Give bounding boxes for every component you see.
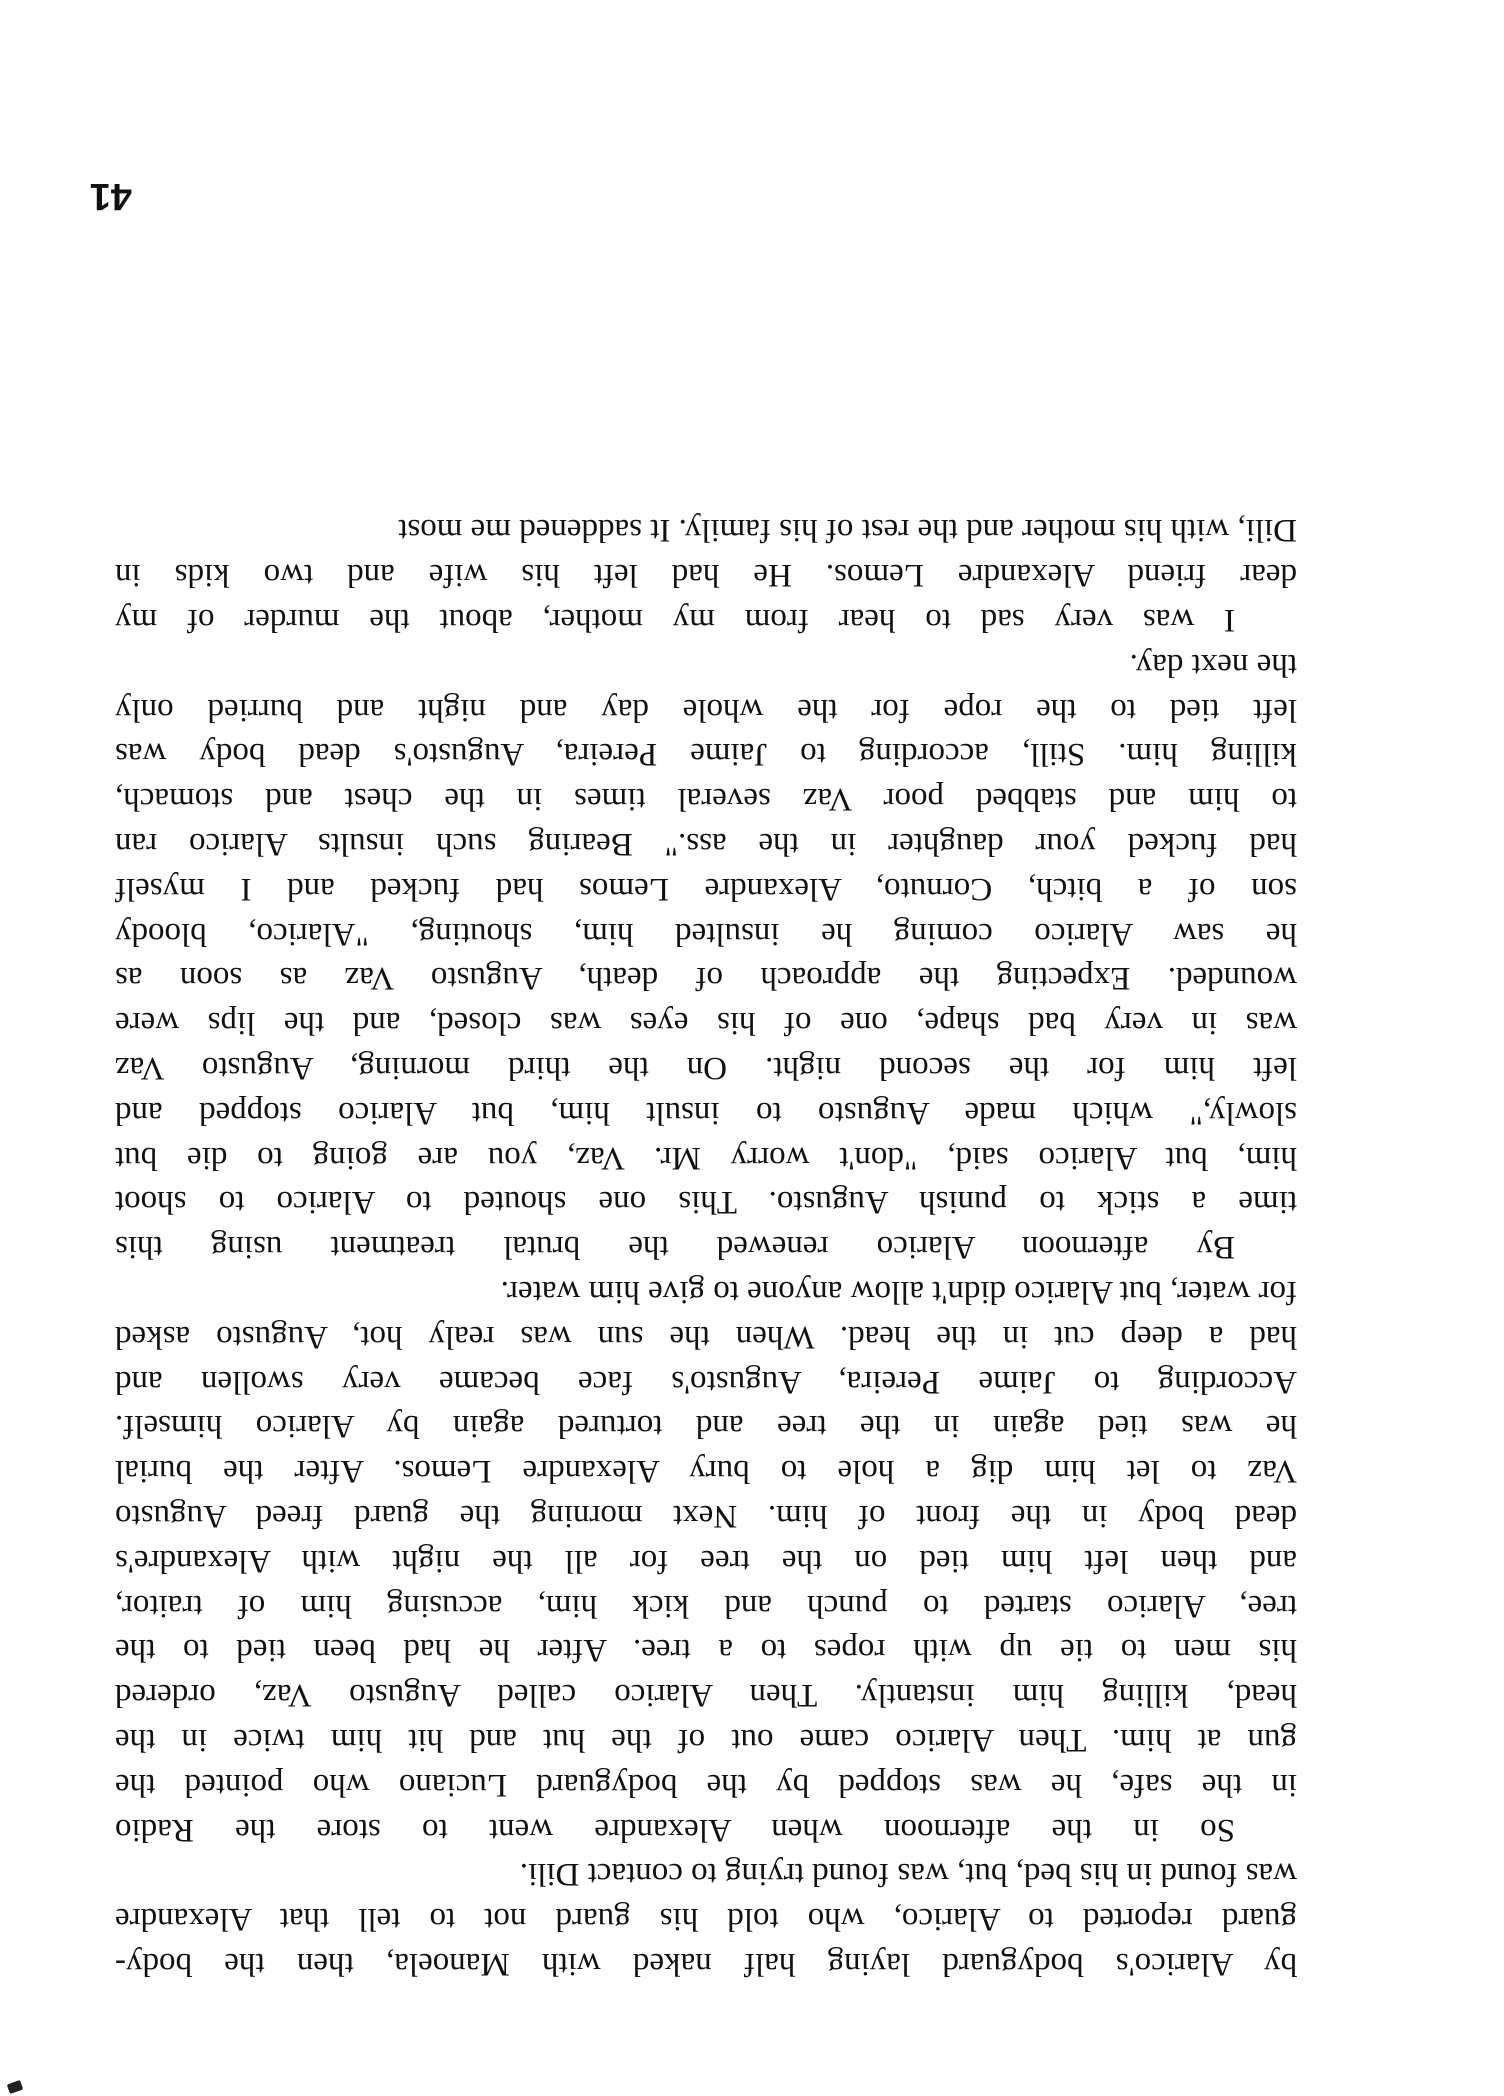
text-line: killing him. Still, according to Jaime Pereira, Augusto's dead body was [115,736,1297,773]
text-line: for water, but Alarico didn't allow anyone to give him water. [500,1274,1297,1311]
text-line: had fucked your daughter in the ass." Bearing such insults Alarico ran [115,826,1297,863]
text-line: According to Jaime Pereira, Augusto's face became very swollen and [115,1363,1297,1400]
text-line: he saw Alarico coming he insulted him, shouting, "Alarico, bloody [115,915,1297,952]
text-line: By afternoon Alarico renewed the brutal treatment using this [115,1229,1235,1266]
text-line: I was very sad to hear from my mother, about the murder of my [115,602,1235,639]
text-line: to him and stabbed poor Vaz several times in the chest and stomach, [115,781,1297,818]
paragraph [115,642,1297,1269]
paragraph [115,1269,1297,1851]
text-line: him, but Alarico said, "don't worry Mr. Vaz, you are going to die but [115,1139,1297,1176]
text-line: dear friend Alexandre Lemos. He had left his wife and two kids in [115,557,1297,594]
page-number: 41 [89,175,132,217]
text-line: the next day. [1129,646,1297,683]
text-line: had a deep cut in the head. When the sun was realy hot, Augusto asked [115,1318,1297,1355]
text-line: time a stick to punish Augusto. This one shouted to Alarico to shoot [115,1184,1297,1221]
text-line: was in very bad shape, one of his eyes was closed, and the lips were [115,1005,1297,1042]
text-line: and then left him tied on the tree for all the night with Alexandre's [115,1542,1297,1579]
text-line: Dili, with his mother and the rest of his family. It saddened me most [398,512,1297,549]
text-line: guard reported to Alarico, who told his guard not to tell that Alexandre [115,1901,1297,1938]
text-line: was found in his bed, but, was found trying to contact Dili. [519,1856,1297,1893]
text-line: left him for the second night. On the third morning, Augusto Vaz [115,1050,1297,1087]
paragraph [115,1852,1297,1986]
text-line: head, killing him instantly. Then Alarico called Augusto Vaz, ordered [115,1677,1297,1714]
text-line: gun at him. Then Alarico came out of the hut and hit him twice in the [115,1722,1297,1759]
text-line: by Alarico's bodyguard laying half naked with Manoela, then the body- [115,1946,1297,1982]
text-line: dead body in the front of him. Next morning the guard freed Augusto [115,1498,1297,1535]
text-line: So in the afternoon when Alexandre went to store the Radio [115,1811,1235,1848]
text-line: left tied to the rope for the whole day and night and burried only [115,691,1297,728]
document-body [115,508,1297,1986]
text-line: tree, Alarico started to punch and kick him, accusing him of traitor, [115,1587,1297,1624]
text-line: his men to tie up with ropes to a tree. After he had been tied to the [115,1632,1297,1669]
text-line: Vaz to let him dig a hole to bury Alexandre Lemos. After the burial [115,1453,1297,1490]
text-line: son of a bitch, Cornuto, Alexandre Lemos had fucked and I myself [115,870,1297,907]
text-line: slowly," which made Augusto to insult him, but Alarico stopped and [115,1094,1297,1131]
text-line: in the safe, he was stopped by the bodyguard Luciano who pointed the [115,1766,1297,1803]
paragraph [115,508,1297,642]
text-line: wounded. Expecting the approach of death, Augusto Vaz as soon as [115,960,1297,997]
text-line: he was tied again in the tree and tortured again by Alarico himself. [115,1408,1297,1445]
